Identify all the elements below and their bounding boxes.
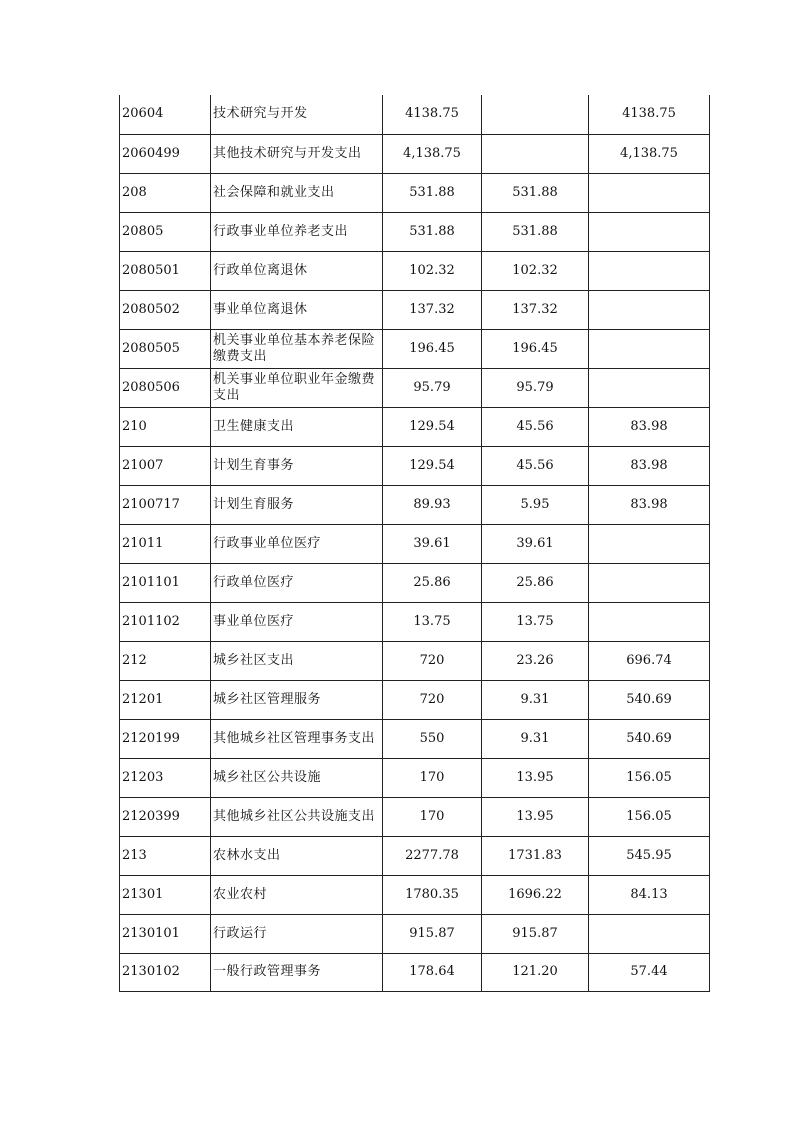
total-amount-cell: 531.88	[383, 173, 482, 212]
subject-code-cell: 2080506	[120, 368, 211, 407]
basic-expenditure-cell	[482, 134, 589, 173]
subject-name-cell: 其他技术研究与开发支出	[211, 134, 383, 173]
basic-expenditure-cell: 1696.22	[482, 875, 589, 914]
subject-code-cell: 2080505	[120, 329, 211, 368]
total-amount-cell: 915.87	[383, 914, 482, 953]
project-expenditure-cell	[589, 524, 710, 563]
subject-name-cell: 城乡社区公共设施	[211, 758, 383, 797]
subject-name-cell: 技术研究与开发	[211, 95, 383, 134]
basic-expenditure-cell: 9.31	[482, 719, 589, 758]
table-row	[120, 797, 710, 836]
table-row	[120, 173, 710, 212]
subject-code-cell: 20604	[120, 95, 211, 134]
table-row	[120, 485, 710, 524]
project-expenditure-cell: 4138.75	[589, 95, 710, 134]
table-row	[120, 290, 710, 329]
subject-name-cell: 行政事业单位医疗	[211, 524, 383, 563]
table-row	[120, 446, 710, 485]
project-expenditure-cell	[589, 563, 710, 602]
total-amount-cell: 4,138.75	[383, 134, 482, 173]
table-row	[120, 368, 710, 407]
subject-code-cell: 20805	[120, 212, 211, 251]
basic-expenditure-cell: 5.95	[482, 485, 589, 524]
basic-expenditure-cell: 95.79	[482, 368, 589, 407]
project-expenditure-cell	[589, 602, 710, 641]
table-row	[120, 680, 710, 719]
subject-code-cell: 2120399	[120, 797, 211, 836]
subject-code-cell: 212	[120, 641, 211, 680]
total-amount-cell: 720	[383, 680, 482, 719]
subject-name-cell: 机关事业单位基本养老保险缴费支出	[211, 329, 383, 368]
project-expenditure-cell: 57.44	[589, 953, 710, 991]
total-amount-cell: 102.32	[383, 251, 482, 290]
subject-code-cell: 21007	[120, 446, 211, 485]
basic-expenditure-cell: 13.75	[482, 602, 589, 641]
project-expenditure-cell	[589, 251, 710, 290]
project-expenditure-cell: 83.98	[589, 407, 710, 446]
table-row	[120, 602, 710, 641]
project-expenditure-cell: 156.05	[589, 758, 710, 797]
total-amount-cell: 13.75	[383, 602, 482, 641]
table-row	[120, 875, 710, 914]
total-amount-cell: 137.32	[383, 290, 482, 329]
basic-expenditure-cell: 531.88	[482, 212, 589, 251]
project-expenditure-cell	[589, 173, 710, 212]
subject-name-cell: 行政运行	[211, 914, 383, 953]
subject-code-cell: 2101102	[120, 602, 211, 641]
total-amount-cell: 89.93	[383, 485, 482, 524]
subject-code-cell: 2130102	[120, 953, 211, 991]
table-row	[120, 329, 710, 368]
project-expenditure-cell: 545.95	[589, 836, 710, 875]
project-expenditure-cell	[589, 368, 710, 407]
subject-name-cell: 行政单位医疗	[211, 563, 383, 602]
table-row	[120, 407, 710, 446]
subject-name-cell: 事业单位医疗	[211, 602, 383, 641]
basic-expenditure-cell: 23.26	[482, 641, 589, 680]
subject-name-cell: 行政单位离退休	[211, 251, 383, 290]
basic-expenditure-cell: 196.45	[482, 329, 589, 368]
project-expenditure-cell: 156.05	[589, 797, 710, 836]
table-row	[120, 251, 710, 290]
project-expenditure-cell	[589, 212, 710, 251]
total-amount-cell: 2277.78	[383, 836, 482, 875]
subject-code-cell: 2120199	[120, 719, 211, 758]
basic-expenditure-cell: 25.86	[482, 563, 589, 602]
subject-name-cell: 社会保障和就业支出	[211, 173, 383, 212]
total-amount-cell: 196.45	[383, 329, 482, 368]
subject-code-cell: 213	[120, 836, 211, 875]
table-row	[120, 641, 710, 680]
total-amount-cell: 25.86	[383, 563, 482, 602]
table-row	[120, 524, 710, 563]
basic-expenditure-cell: 9.31	[482, 680, 589, 719]
total-amount-cell: 550	[383, 719, 482, 758]
table-row	[120, 134, 710, 173]
subject-code-cell: 21201	[120, 680, 211, 719]
basic-expenditure-cell: 915.87	[482, 914, 589, 953]
total-amount-cell: 170	[383, 797, 482, 836]
subject-code-cell: 2130101	[120, 914, 211, 953]
basic-expenditure-cell: 13.95	[482, 758, 589, 797]
basic-expenditure-cell: 13.95	[482, 797, 589, 836]
total-amount-cell: 129.54	[383, 446, 482, 485]
project-expenditure-cell: 83.98	[589, 446, 710, 485]
table-row	[120, 758, 710, 797]
basic-expenditure-cell: 102.32	[482, 251, 589, 290]
subject-name-cell: 一般行政管理事务	[211, 953, 383, 991]
subject-code-cell: 210	[120, 407, 211, 446]
total-amount-cell: 178.64	[383, 953, 482, 991]
total-amount-cell: 95.79	[383, 368, 482, 407]
total-amount-cell: 4138.75	[383, 95, 482, 134]
subject-name-cell: 农业农村	[211, 875, 383, 914]
project-expenditure-cell: 696.74	[589, 641, 710, 680]
project-expenditure-cell: 540.69	[589, 680, 710, 719]
subject-code-cell: 21301	[120, 875, 211, 914]
basic-expenditure-cell: 45.56	[482, 407, 589, 446]
subject-code-cell: 2060499	[120, 134, 211, 173]
total-amount-cell: 531.88	[383, 212, 482, 251]
project-expenditure-cell	[589, 914, 710, 953]
project-expenditure-cell: 84.13	[589, 875, 710, 914]
subject-name-cell: 城乡社区支出	[211, 641, 383, 680]
subject-name-cell: 机关事业单位职业年金缴费支出	[211, 368, 383, 407]
table-row	[120, 719, 710, 758]
subject-name-cell: 事业单位离退休	[211, 290, 383, 329]
basic-expenditure-cell	[482, 95, 589, 134]
basic-expenditure-cell: 1731.83	[482, 836, 589, 875]
subject-name-cell: 其他城乡社区管理事务支出	[211, 719, 383, 758]
basic-expenditure-cell: 531.88	[482, 173, 589, 212]
total-amount-cell: 129.54	[383, 407, 482, 446]
project-expenditure-cell: 540.69	[589, 719, 710, 758]
total-amount-cell: 720	[383, 641, 482, 680]
subject-name-cell: 卫生健康支出	[211, 407, 383, 446]
subject-code-cell: 2080502	[120, 290, 211, 329]
subject-code-cell: 2100717	[120, 485, 211, 524]
table-body	[120, 95, 710, 991]
subject-name-cell: 计划生育服务	[211, 485, 383, 524]
total-amount-cell: 170	[383, 758, 482, 797]
table-row	[120, 212, 710, 251]
subject-code-cell: 208	[120, 173, 211, 212]
table-row	[120, 953, 710, 991]
subject-code-cell: 21011	[120, 524, 211, 563]
subject-code-cell: 21203	[120, 758, 211, 797]
table-row	[120, 914, 710, 953]
subject-code-cell: 2101101	[120, 563, 211, 602]
total-amount-cell: 1780.35	[383, 875, 482, 914]
project-expenditure-cell: 83.98	[589, 485, 710, 524]
project-expenditure-cell: 4,138.75	[589, 134, 710, 173]
basic-expenditure-cell: 39.61	[482, 524, 589, 563]
table-row	[120, 563, 710, 602]
table-row	[120, 95, 710, 134]
subject-name-cell: 行政事业单位养老支出	[211, 212, 383, 251]
budget-expenditure-table	[119, 95, 710, 992]
total-amount-cell: 39.61	[383, 524, 482, 563]
subject-name-cell: 其他城乡社区公共设施支出	[211, 797, 383, 836]
subject-name-cell: 农林水支出	[211, 836, 383, 875]
basic-expenditure-cell: 121.20	[482, 953, 589, 991]
project-expenditure-cell	[589, 329, 710, 368]
subject-name-cell: 城乡社区管理服务	[211, 680, 383, 719]
subject-code-cell: 2080501	[120, 251, 211, 290]
project-expenditure-cell	[589, 290, 710, 329]
subject-name-cell: 计划生育事务	[211, 446, 383, 485]
table-row	[120, 836, 710, 875]
basic-expenditure-cell: 137.32	[482, 290, 589, 329]
basic-expenditure-cell: 45.56	[482, 446, 589, 485]
